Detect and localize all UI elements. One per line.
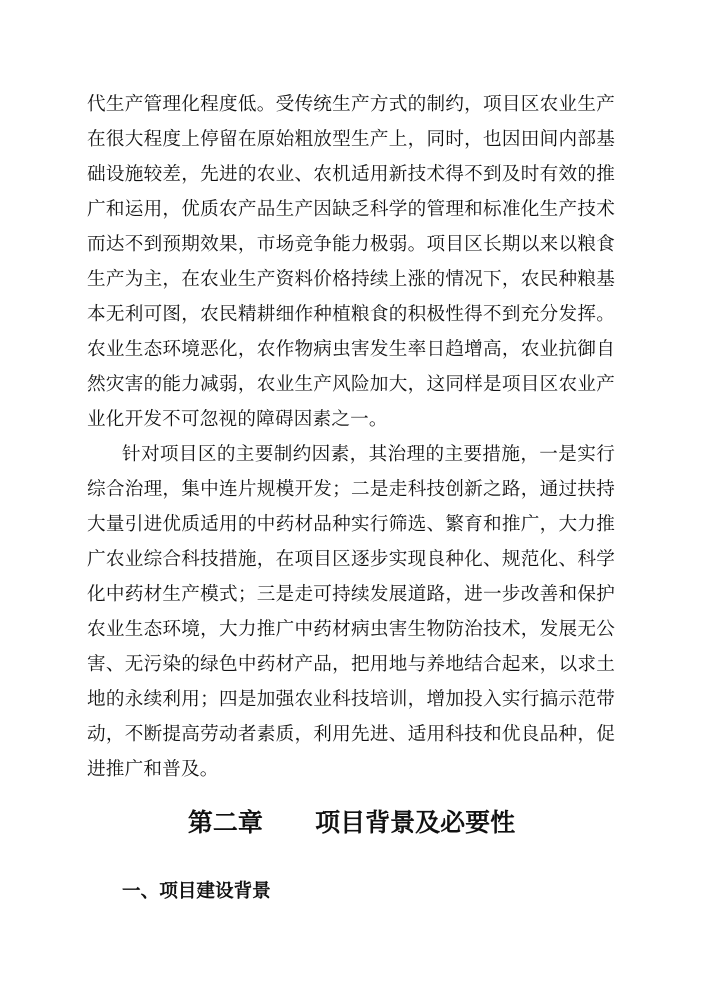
paragraph-line: 农业生态环境恶化，农作物病虫害发生率日趋增高，农业抗御自 [87, 339, 616, 360]
paragraph-line: 然灾害的能力减弱，农业生产风险加大，这同样是项目区农业产 [87, 374, 616, 395]
paragraph-line: 针对项目区的主要制约因素，其治理的主要措施，一是实行 [122, 444, 616, 465]
paragraph-line: 化中药材生产模式；三是走可持续发展道路，进一步改善和保护 [87, 584, 616, 605]
paragraph-line: 代生产管理化程度低。受传统生产方式的制约，项目区农业生产 [87, 94, 616, 115]
chapter-title: 第二章 项目背景及必要性 [187, 808, 516, 837]
paragraph-line: 地的永续利用；四是加强农业科技培训，增加投入实行搞示范带 [87, 689, 616, 710]
paragraph-line: 而达不到预期效果，市场竞争能力极弱。项目区长期以来以粮食 [87, 234, 616, 255]
paragraph-line: 大量引进优质适用的中药材品种实行筛选、繁育和推广，大力推 [87, 514, 616, 535]
paragraph-line: 广农业综合科技措施，在项目区逐步实现良种化、规范化、科学 [87, 549, 616, 570]
paragraph-line: 础设施较差，先进的农业、农机适用新技术得不到及时有效的推 [87, 164, 616, 185]
paragraph-line: 生产为主，在农业生产资料价格持续上涨的情况下，农民种粮基 [87, 269, 616, 290]
paragraph-line: 综合治理，集中连片规模开发；二是走科技创新之路，通过扶持 [87, 479, 616, 500]
paragraph-line: 在很大程度上停留在原始粗放型生产上，同时，也因田间内部基 [87, 129, 616, 150]
paragraph-line: 农业生态环境，大力推广中药材病虫害生物防治技术，发展无公 [87, 619, 616, 640]
paragraph-line: 进推广和普及。 [87, 759, 219, 780]
section-heading: 一、项目建设背景 [122, 881, 271, 902]
paragraph-line: 广和运用，优质农产品生产因缺乏科学的管理和标准化生产技术 [87, 199, 616, 220]
paragraph-line: 害、无污染的绿色中药材产品，把用地与养地结合起来，以求土 [87, 654, 616, 675]
paragraph-line: 业化开发不可忽视的障碍因素之一。 [87, 409, 388, 430]
paragraph-line: 动，不断提高劳动者素质，利用先进、适用科技和优良品种，促 [87, 724, 616, 745]
paragraph-line: 本无利可图，农民精耕细作种植粮食的积极性得不到充分发挥。 [87, 304, 616, 325]
